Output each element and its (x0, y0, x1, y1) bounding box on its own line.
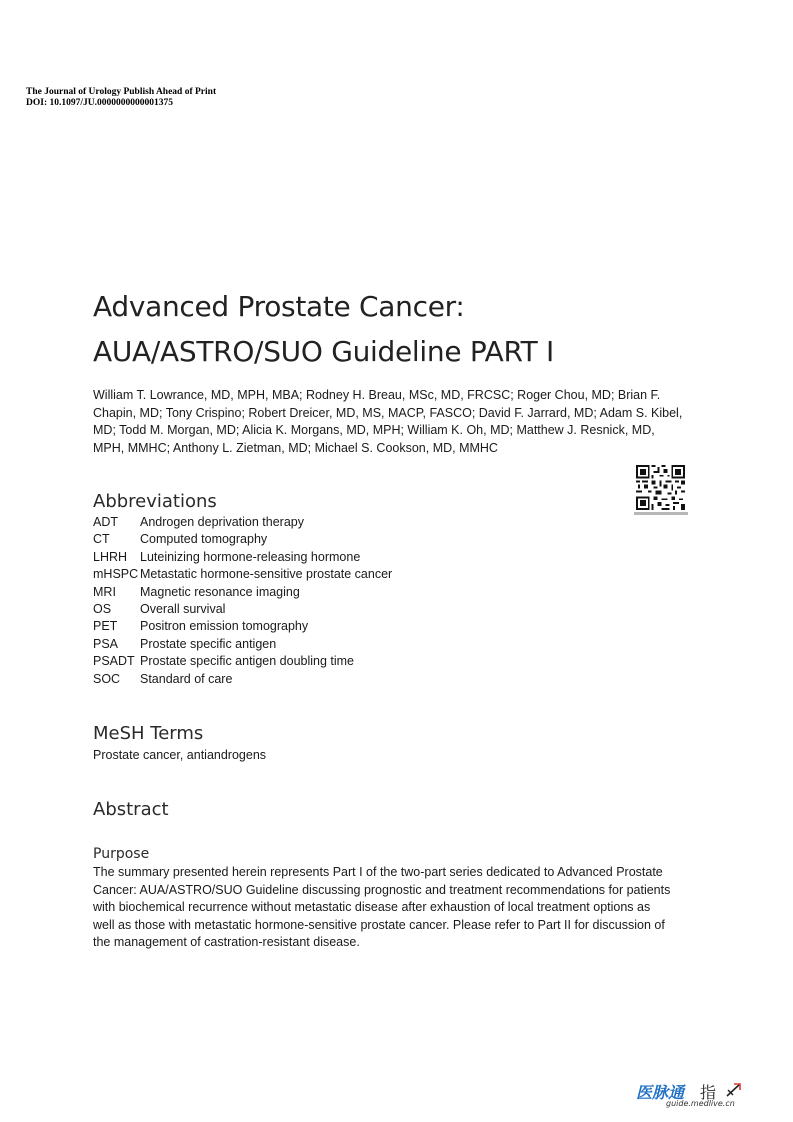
abbr-term: MRI (93, 584, 116, 599)
list-item (93, 549, 392, 566)
paragraph-line: well as those with metastatic hormone-sensitive prostate cancer. Please refer to Part II for discussion of (93, 917, 665, 932)
abbr-term: ADT (93, 515, 118, 529)
abbr-term: PET (93, 619, 118, 634)
list-item (93, 566, 392, 583)
mesh-heading: MeSH Terms (93, 723, 204, 744)
paragraph-line: the management of castration-resistant disease. (93, 935, 360, 949)
abbreviations-list (93, 514, 392, 688)
qr-code-icon[interactable] (636, 465, 685, 510)
abbr-term: SOC (93, 671, 121, 686)
list-item (93, 618, 392, 635)
journal-header (26, 87, 216, 109)
abbr-definition: Luteinizing hormone-releasing hormone (140, 549, 361, 564)
abbr-definition: Androgen deprivation therapy (140, 515, 305, 529)
paragraph-line: with biochemical recurrence without metastatic disease after exhaustion of local treatment options as (93, 900, 651, 914)
abbr-definition: Prostate specific antigen doubling time (140, 654, 355, 669)
list-item (93, 584, 392, 601)
list-item (93, 671, 392, 688)
list-item (93, 531, 392, 548)
author-line: MD; Todd M. Morgan, MD; Alicia K. Morgans, MD, MPH; William K. Oh, MD; Matthew J. Resnick, MD, (93, 423, 655, 437)
paragraph-line: Cancer: AUA/ASTRO/SUO Guideline discussing prognostic and treatment recommendations for patients (93, 882, 671, 897)
purpose-paragraph (93, 864, 705, 952)
arrow-icon (726, 1082, 742, 1098)
abbr-term: CT (93, 532, 110, 547)
author-line: William T. Lowrance, MD, MPH, MBA; Rodney H. Breau, MSc, MD, FRCSC; Roger Chou, MD; Brian F. (93, 388, 661, 402)
list-item (93, 601, 392, 618)
logo-url: guide.medlive.cn (666, 1099, 735, 1108)
title-line-2: AUA/ASTRO/SUO Guideline PART I (93, 335, 554, 368)
abstract-heading: Abstract (93, 799, 169, 820)
abbr-definition: Computed tomography (140, 532, 268, 547)
abbr-definition: Magnetic resonance imaging (140, 584, 300, 599)
abbr-definition: Prostate specific antigen (140, 636, 277, 651)
abbr-term: PSA (93, 636, 119, 651)
paragraph-line: The summary presented herein represents Part I of the two-part series dedicated to Advanced Prostate (93, 865, 663, 879)
list-item (93, 636, 392, 653)
page-title (93, 284, 554, 374)
author-line: MPH, MMHC; Anthony L. Zietman, MD; Michael S. Cookson, MD, MMHC (93, 440, 498, 455)
abbr-term: OS (93, 601, 112, 616)
abbreviations-heading: Abbreviations (93, 491, 217, 512)
qr-caption (634, 512, 688, 515)
abbr-term: LHRH (93, 549, 128, 564)
medlive-logo[interactable] (636, 1080, 746, 1112)
doi: DOI: 10.1097/JU.0000000000001375 (26, 98, 173, 108)
abbr-term: PSADT (93, 654, 135, 669)
purpose-heading: Purpose (93, 846, 150, 862)
abbr-definition: Metastatic hormone-sensitive prostate cancer (140, 567, 393, 582)
mesh-terms: Prostate cancer, antiandrogens (93, 748, 267, 762)
author-line: Chapin, MD; Tony Crispino; Robert Dreicer, MD, MS, MACP, FASCO; David F. Jarrard, MD; Adam S. Kibel, (93, 405, 683, 420)
logo-guide-text: 指 (700, 1083, 717, 1102)
abbr-definition: Standard of care (140, 671, 233, 686)
title-line-1: Advanced Prostate Cancer: (93, 290, 465, 323)
logo-cn-text: 医脉通 (636, 1083, 685, 1102)
author-list (93, 387, 705, 457)
abbr-definition: Overall survival (140, 601, 226, 616)
journal-name: The Journal of Urology Publish Ahead of Print (26, 87, 217, 97)
abbr-term: mHSPC (93, 567, 139, 582)
abbr-definition: Positron emission tomography (140, 619, 309, 634)
list-item (93, 514, 392, 531)
list-item (93, 653, 392, 670)
